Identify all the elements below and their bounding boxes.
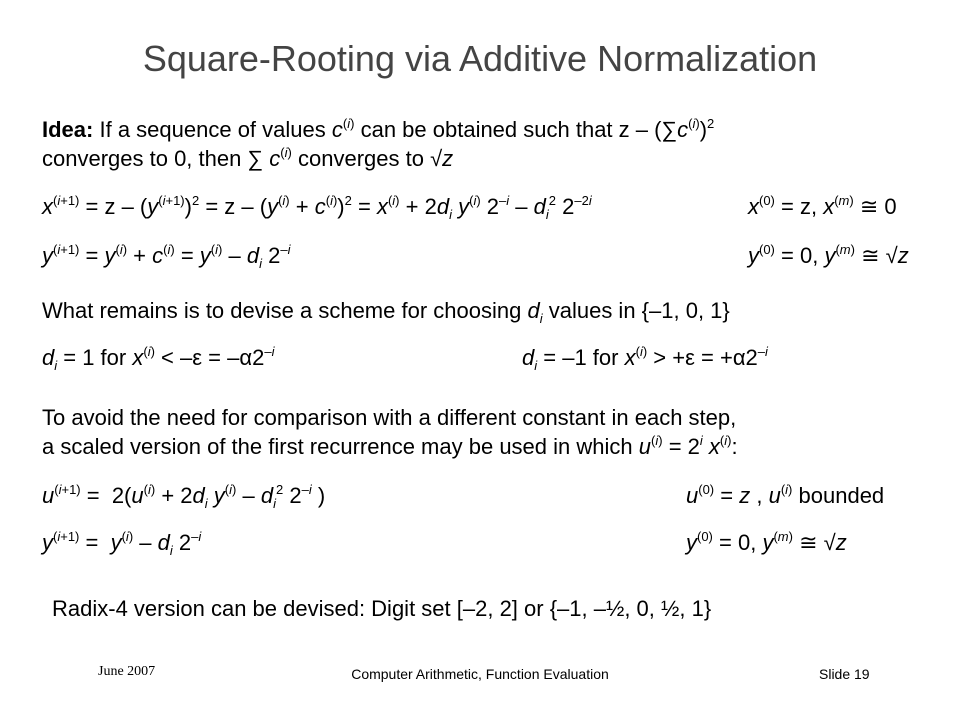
idea-text-d: converges to: [297, 146, 424, 171]
x-initial-condition: $x^{(0)} = z$, $x^{(m)}$ ≅ 0: [748, 193, 897, 219]
footer-date: June 2007: [98, 664, 156, 679]
d-rule-negative: $d_i = -1$ for $x^{(i)} > +\varepsilon = +\alpha 2^{-i}$: [522, 344, 768, 373]
d-rule-positive: $d_i = 1$ for $x^{(i)} < -\varepsilon = -\alpha 2^{-i}$: [42, 344, 275, 373]
remains-line: What remains is to devise a scheme for choosing $d_i$ values in {–1, 0, 1}: [42, 298, 730, 326]
y-initial-condition: $y^{(0)} = 0$, $y^{(m)}$ ≅ √z: [748, 242, 909, 268]
idea-line-1: Idea: If a sequence of values $c^{(i)}$ can be obtained such that z – $(\sum c^{(i)})^2$: [42, 116, 715, 142]
u-initial-condition: $u^{(0)} = z$ , $u^{(i)}$ bounded: [686, 482, 885, 508]
idea-label: Idea:: [42, 117, 94, 142]
idea-text-b: can be obtained such that z – (: [360, 117, 662, 142]
y-recurrence: $y^{(i+1)} = y^{(i)} + c^{(i)} = y^{(i)} - d_i$ $2^{-i}$: [42, 242, 291, 271]
idea-line-2: converges to 0, then ∑ $c^{(i)}$ converges to √z: [42, 145, 454, 171]
remains-text: What remains is to devise a scheme for choosing: [42, 298, 522, 323]
footer-slide-number: Slide 19: [819, 666, 870, 682]
footer-course: Computer Arithmetic, Function Evaluation: [351, 666, 609, 682]
radix-note: Radix-4 version can be devised: Digit set [–2, 2] or {–1, –½, 0, ½, 1}: [52, 596, 712, 621]
u-recurrence: $u^{(i+1)} = 2(u^{(i)} + 2d_i$ $y^{(i)} - d_i^2$ $2^{-i}$ ): [42, 482, 326, 511]
idea-text-c: converges to 0, then: [42, 146, 242, 171]
y-scaled-recurrence: $y^{(i+1)} = y^{(i)} - d_i$ $2^{-i}$: [42, 529, 202, 558]
x-recurrence: $x^{(i+1)} = z - (y^{(i+1)})^2 = z - (y^{(i)} + c^{(i)})^2 = x^{(i)} + 2d_i$ $y^{(i)}$ $2^{-i} - d_i^2$ $2^{-2i}$: [42, 193, 592, 222]
slide-title: Square-Rooting via Additive Normalization: [142, 38, 818, 79]
remains-tail: values in {–1, 0, 1}: [548, 298, 730, 323]
y-scaled-initial-condition: $y^{(0)} = 0$, $y^{(m)}$ ≅ √z: [686, 529, 847, 555]
idea-text-a: If a sequence of values: [99, 117, 326, 142]
avoid-line-2: a scaled version of the first recurrence may be used in which $u^{(i)} = 2^i$ $x^{(i)}$:: [42, 433, 738, 459]
avoid-line-1: To avoid the need for comparison with a different constant in each step,: [42, 405, 737, 430]
bounded-text: bounded: [798, 483, 885, 508]
avoid-text: a scaled version of the first recurrence may be used in which: [42, 434, 633, 459]
